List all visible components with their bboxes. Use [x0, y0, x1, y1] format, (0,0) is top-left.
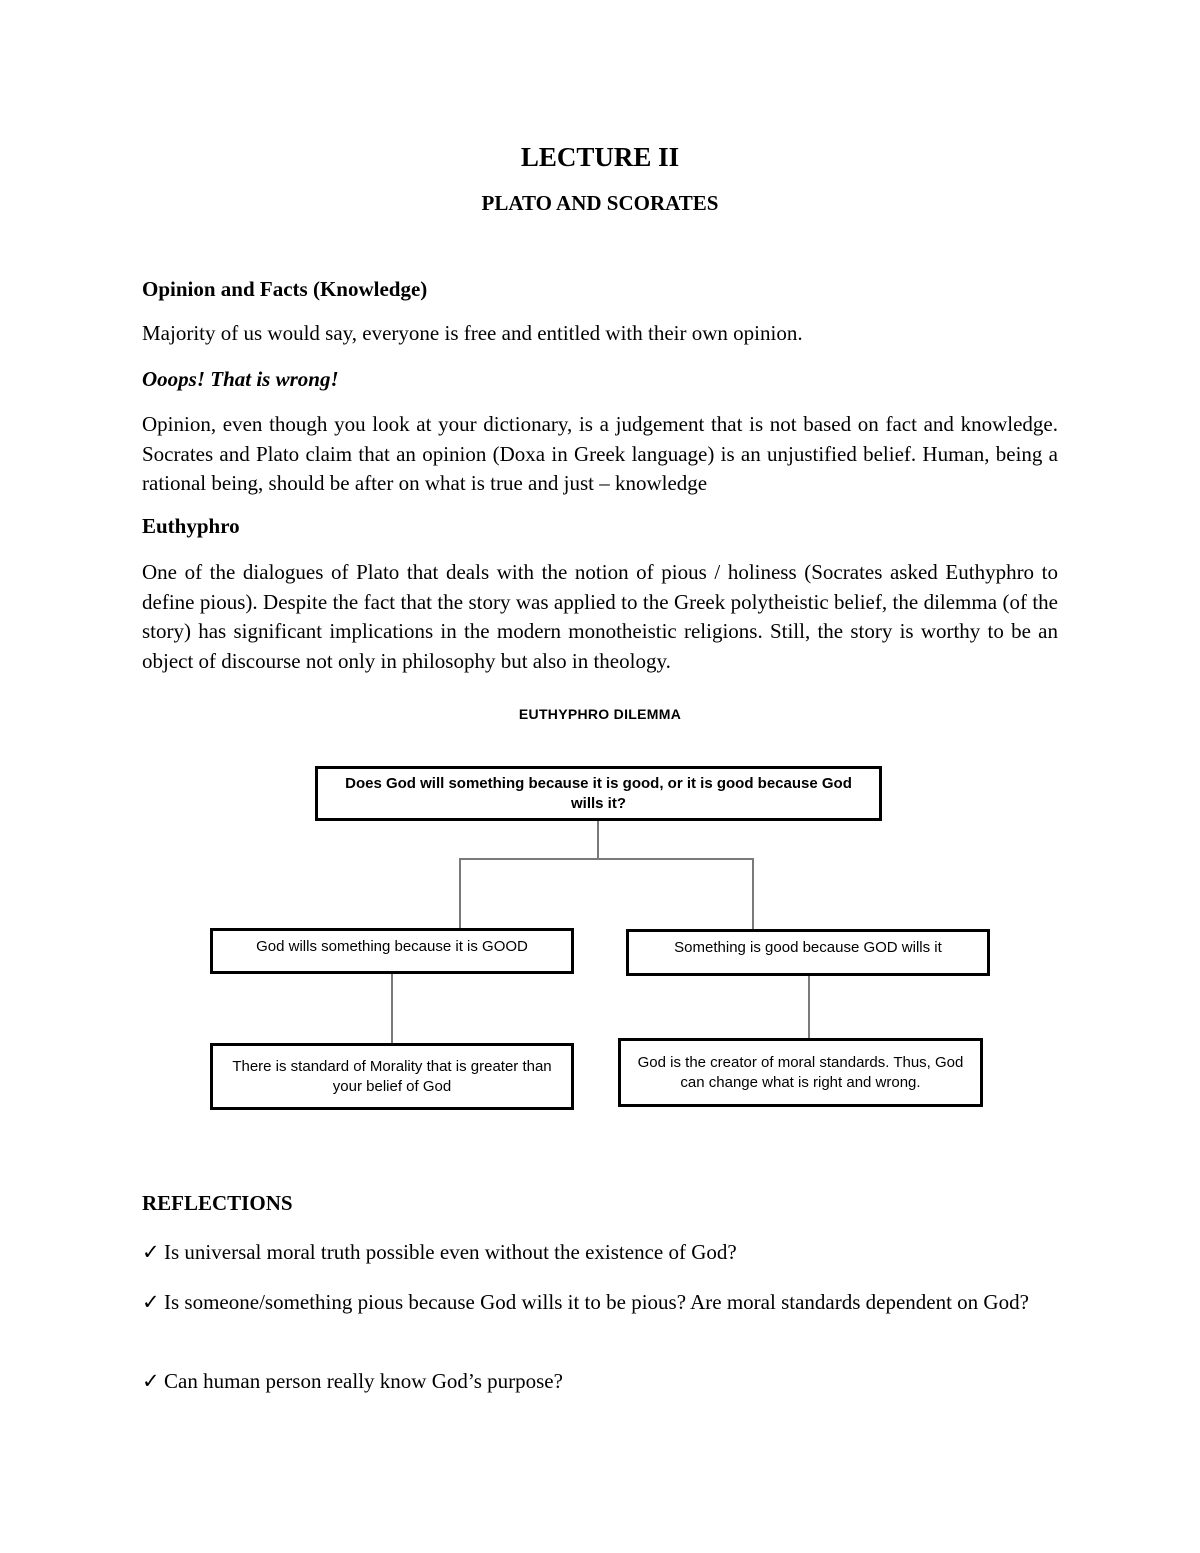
reflection-item [142, 1288, 1058, 1318]
section-heading-opinion: Opinion and Facts (Knowledge) [142, 277, 428, 301]
paragraph-opinion-definition: Opinion, even though you look at your dictionary, is a judgement that is not based on fact and knowledge. Socrates and Plato claim that an opinion (Doxa in Greek language) is an unjustified belief. Human, being a rational being, should be after on what is true and just – knowledge [142, 412, 1058, 495]
connector-root-down [597, 821, 599, 859]
diagram-title: EUTHYPHRO DILEMMA [518, 706, 682, 722]
diagram-right-leaf-box: God is the creator of moral standards. Thus, God can change what is right and wrong. [618, 1038, 983, 1107]
check-icon: ✓ [142, 1369, 160, 1393]
reflection-text: Can human person really know God’s purpose? [164, 1369, 563, 1393]
diagram-left-leaf-box: There is standard of Morality that is greater than your belief of God [210, 1043, 574, 1110]
connector-right-down [752, 858, 754, 930]
diagram-root-box: Does God will something because it is good, or it is good because God wills it? [315, 766, 882, 821]
lecture-title: LECTURE II [520, 142, 680, 172]
lecture-subtitle: PLATO AND SCORATES [481, 191, 719, 215]
check-icon: ✓ [142, 1240, 160, 1264]
reflection-text: Is someone/something pious because God wills it to be pious? Are moral standards dependent on God? [164, 1290, 1029, 1314]
connector-left-leaf [391, 974, 393, 1044]
reflections-heading: REFLECTIONS [142, 1191, 293, 1215]
section-heading-euthyphro: Euthyphro [142, 514, 240, 538]
check-icon: ✓ [142, 1290, 160, 1314]
diagram-right-branch-box: Something is good because GOD wills it [626, 929, 990, 976]
reflection-text: Is universal moral truth possible even without the existence of God? [164, 1240, 737, 1264]
reflection-item [142, 1367, 1058, 1397]
paragraph-euthyphro: One of the dialogues of Plato that deals with the notion of pious / holiness (Socrates asked Euthyphro to define pious). Despite the fact that the story was applied to the Greek polytheistic belief, the dilemma (of the story) has significant implications in the modern monotheistic religions. Still, the story is worthy to be an object of discourse not only in philosophy but also in theology. [142, 560, 1058, 673]
reflection-item [142, 1238, 1058, 1268]
connector-horizontal [459, 858, 753, 860]
paragraph-majority: Majority of us would say, everyone is free and entitled with their own opinion. [142, 321, 803, 345]
diagram-left-branch-box: God wills something because it is GOOD [210, 928, 574, 974]
connector-right-leaf [808, 976, 810, 1039]
connector-left-down [459, 858, 461, 929]
emphasis-ooops: Ooops! That is wrong! [142, 367, 339, 391]
